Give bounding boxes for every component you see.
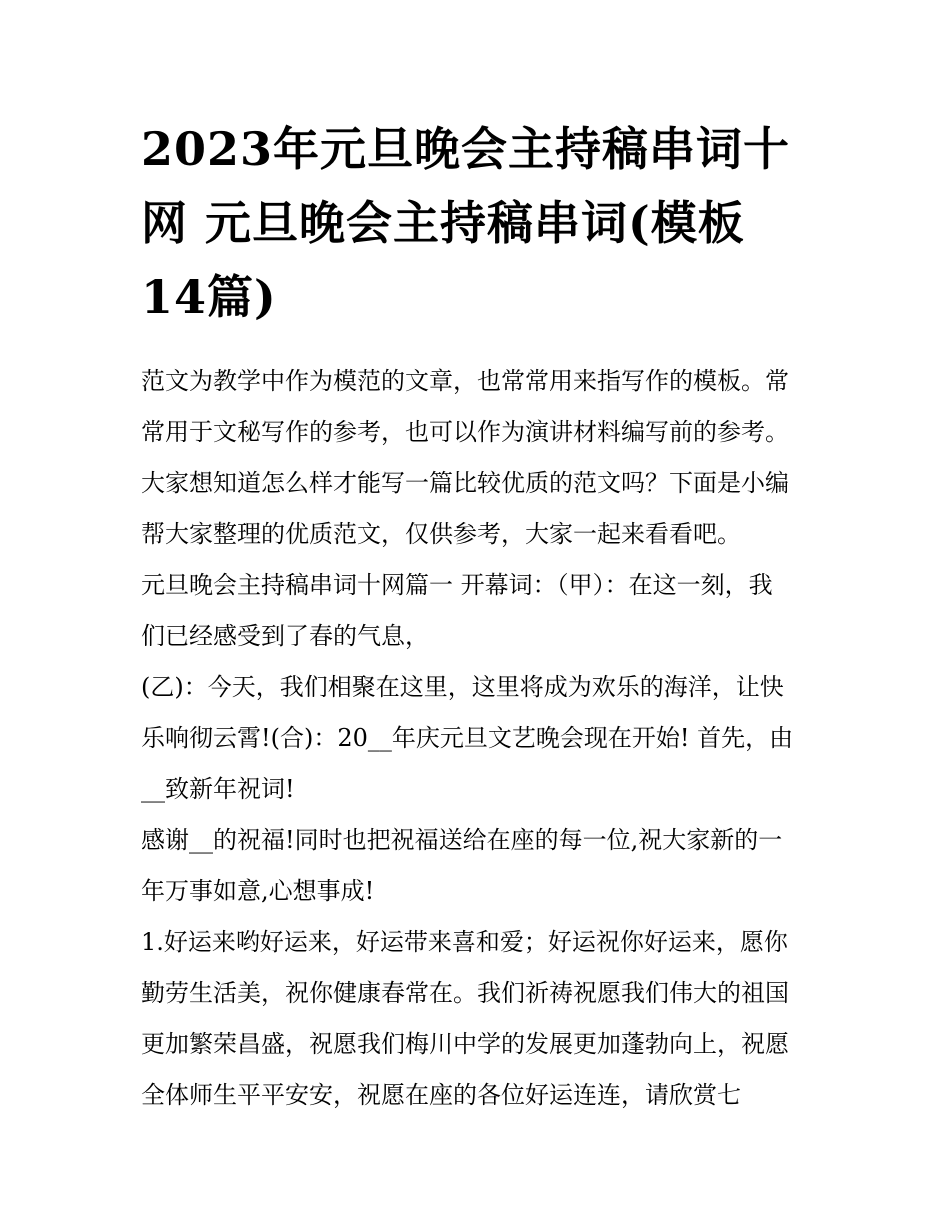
body-line: 帮大家整理的优质范文，仅供参考，大家一起来看看吧。	[141, 520, 741, 548]
document-title	[141, 112, 816, 334]
body-line: (乙)：今天，我们相聚在这里，这里将成为欢乐的海洋，让快	[141, 673, 784, 701]
body-line: 们已经感受到了春的气息，	[141, 622, 429, 650]
body-line: 元旦晚会主持稿串词十网篇一 开幕词：（甲）：在这一刻，我	[141, 571, 773, 599]
body-line: 全体师生平平安安，祝愿在座的各位好运连连，请欣赏七	[141, 1081, 741, 1109]
body-line: 范文为教学中作为模范的文章，也常常用来指写作的模板。常	[141, 367, 789, 395]
document-page	[141, 112, 816, 1121]
title-line: 14篇)	[141, 270, 277, 324]
body-line: __致新年祝词!	[141, 775, 295, 803]
body-line: 常用于文秘写作的参考，也可以作为演讲材料编写前的参考。	[141, 418, 789, 446]
body-line: 勤劳生活美，祝你健康春常在。我们祈祷祝愿我们伟大的祖国	[141, 979, 789, 1007]
body-line: 感谢__的祝福!同时也把祝福送给在座的每一位,祝大家新的一	[141, 826, 783, 854]
body-line: 更加繁荣昌盛，祝愿我们梅川中学的发展更加蓬勃向上，祝愿	[141, 1030, 789, 1058]
body-line: 1.好运来哟好运来，好运带来喜和爱；好运祝你好运来，愿你	[141, 928, 788, 956]
body-line: 年万事如意,心想事成!	[141, 877, 375, 905]
document-body	[141, 356, 816, 1121]
title-line: 网 元旦晚会主持稿串词(模板	[141, 196, 745, 250]
body-line: 乐响彻云霄!(合)：20__年庆元旦文艺晚会现在开始! 首先，由	[141, 724, 794, 752]
title-line: 2023年元旦晚会主持稿串词十	[141, 122, 791, 176]
body-line: 大家想知道怎么样才能写一篇比较优质的范文吗？下面是小编	[141, 469, 789, 497]
